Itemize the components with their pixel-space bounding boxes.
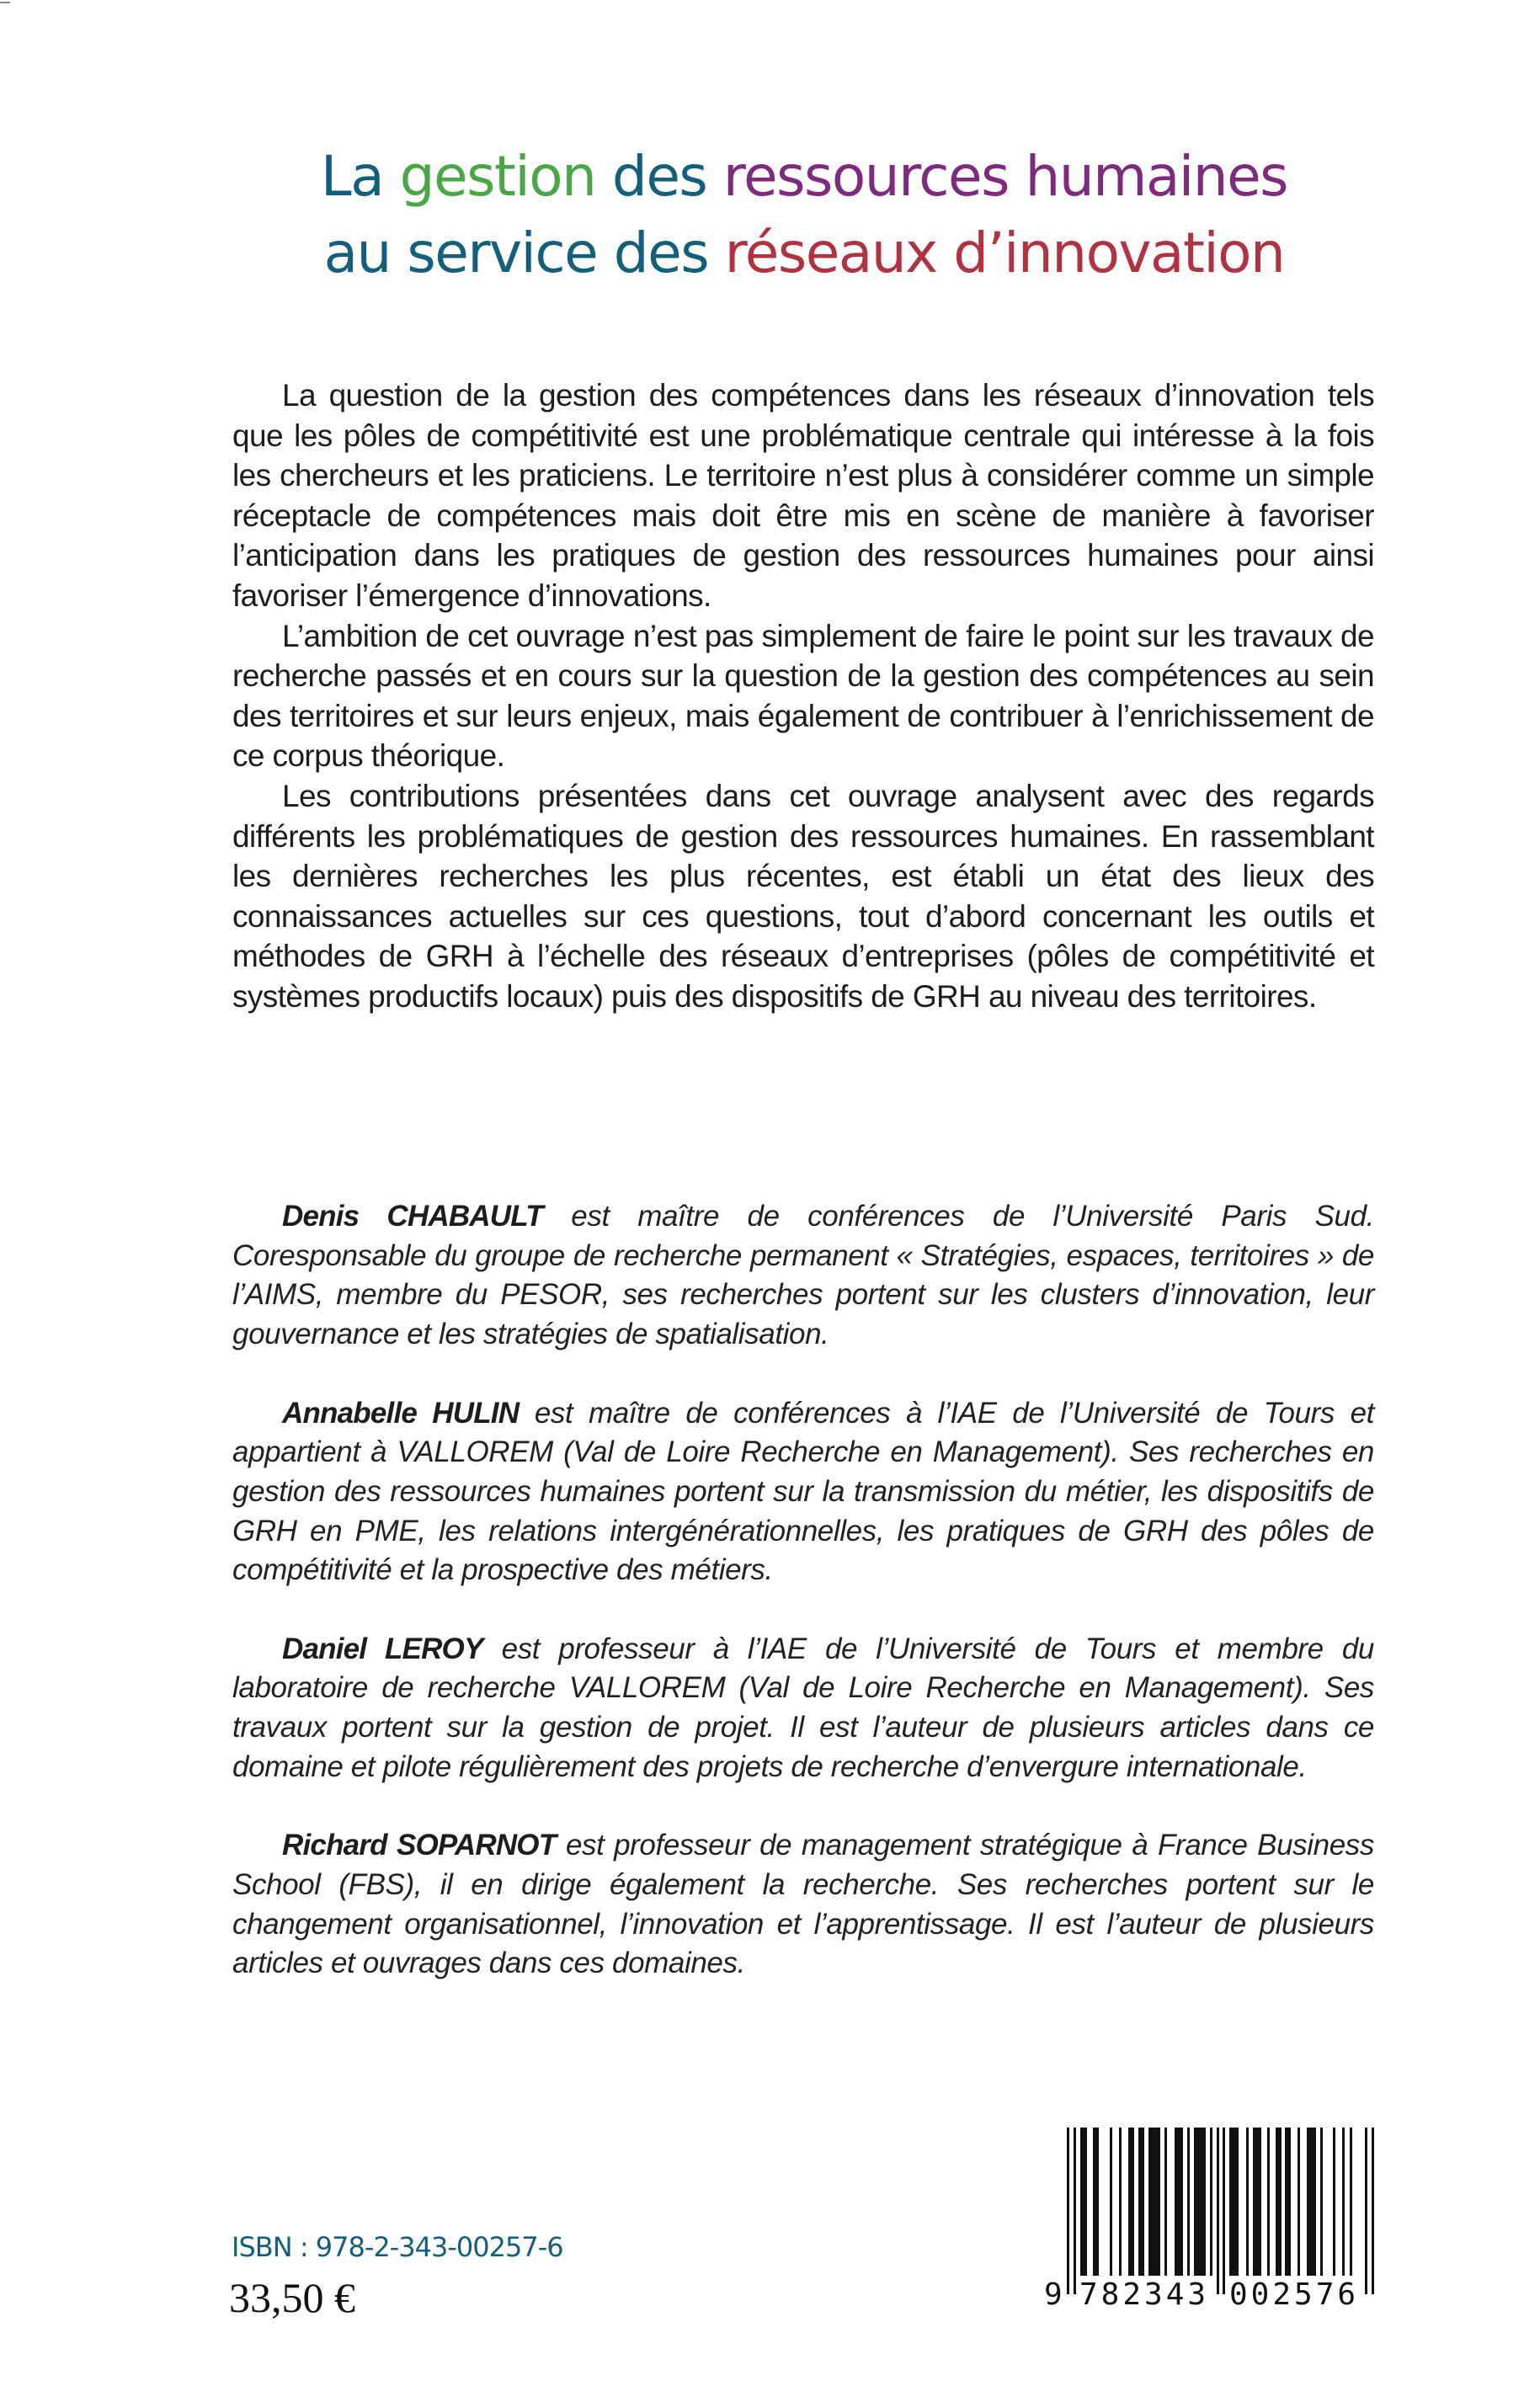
barcode-digits-left: 782343: [1079, 2277, 1210, 2312]
title-word-des: des: [611, 144, 723, 209]
summary-paragraph: Les contributions présentées dans cet ouvrage analysent avec des regards différents les problématiques de gestion des ressources humaines. En rassemblant les dernières recherches les plus récentes, est établi un état des lieux des connaissances actuelles sur ces questions, tout d’abord concernant les outils et méthodes de GRH à l’échelle des réseaux d’entreprises (pôles de compétitivité et systèmes productifs locaux) puis des dispositifs de GRH au niveau des territoires.: [232, 778, 1374, 1014]
barcode-digits-right: 002576: [1229, 2277, 1360, 2312]
author-name: Annabelle HULIN: [282, 1396, 520, 1430]
author-name: Daniel LEROY: [282, 1632, 483, 1665]
barcode-digit-lead: 9: [1044, 2277, 1063, 2312]
barcode-bars-icon: [1044, 2128, 1381, 2296]
summary-paragraph: L’ambition de cet ouvrage n’est pas simplement de faire le point sur les travaux de recherche passés et en cours sur la question de la gestion des compétences au sein des territoires et sur leurs enjeux, mais également de contribuer à l’enrichissement de ce corpus théorique.: [232, 618, 1374, 774]
summary-text: [232, 375, 1374, 1017]
title-word-reseaux-innovation: réseaux d’innovation: [724, 221, 1285, 285]
author-bio: [232, 1197, 1374, 1355]
author-bios: [232, 1197, 1374, 2023]
author-name: Richard SOPARNOT: [282, 1829, 557, 1862]
title-word-gestion: gestion: [399, 144, 612, 209]
summary-paragraph: La question de la gestion des compétences dans les réseaux d’innovation tels que les pôles de compétitivité est une problématique centrale qui intéresse à la fois les chercheurs et les praticiens. Le territoire n’est plus à considérer comme un simple réceptacle de compétences mais doit être mis en scène de manière à favoriser l’anticipation dans les pratiques de gestion des ressources humaines pour ainsi favoriser l’émergence d’innovations.: [232, 378, 1374, 613]
title-word-la: La: [320, 144, 400, 209]
author-bio-text: est professeur à l’IAE de l’Université de Tours et membre du laboratoire de recherche VALLOREM (Val de Loire Recherche en Management). Ses travaux portent sur la gestion de projet. Il est l’auteur de plusieurs articles dans ce domaine et pilote régulièrement des projets de recherche d’envergure internationale.: [232, 1632, 1374, 1783]
author-bio: [232, 1826, 1374, 1984]
title-line-1: [253, 138, 1356, 215]
author-bio: [232, 1630, 1374, 1787]
title-word-au-service-des: au service des: [323, 221, 725, 285]
title-word-ressources-humaines: ressources humaines: [722, 144, 1288, 209]
author-bio-text: est maître de conférences à l’IAE de l’Université de Tours et appartient à VALLOREM (Val de Loire Recherche en Management). Ses recherches en gestion des ressources humaines portent sur la transmission du métier, les dispositifs de GRH en PME, les relations intergénérationnelles, les pratiques de GRH des pôles de compétitivité et la prospective des métiers.: [232, 1396, 1374, 1587]
crop-mark: [0, 2, 10, 3]
isbn-label: ISBN : 978-2-343-00257-6: [232, 2231, 563, 2263]
author-bio: [232, 1394, 1374, 1591]
author-bio-text: est professeur de management stratégique à France Business School (FBS), il en dirige également la recherche. Ses recherches portent sur le changement organisationnel, l’innovation et l’apprentissage. Il est l’auteur de plusieurs articles et ouvrages dans ces domaines.: [232, 1829, 1374, 1980]
title-line-2: [253, 215, 1356, 291]
book-title: [253, 138, 1356, 291]
author-name: Denis CHABAULT: [282, 1200, 543, 1233]
barcode: [1044, 2128, 1381, 2313]
price-label: 33,50 €: [229, 2274, 355, 2321]
author-bio-text: est maître de conférences de l’Université Paris Sud. Coresponsable du groupe de recherche permanent « Stratégies, espaces, territoires » de l’AIMS, membre du PESOR, ses recherches portent sur les clusters d’innovation, leur gouvernance et les stratégies de spatialisation.: [232, 1200, 1374, 1351]
barcode-digits: [1044, 2277, 1381, 2311]
